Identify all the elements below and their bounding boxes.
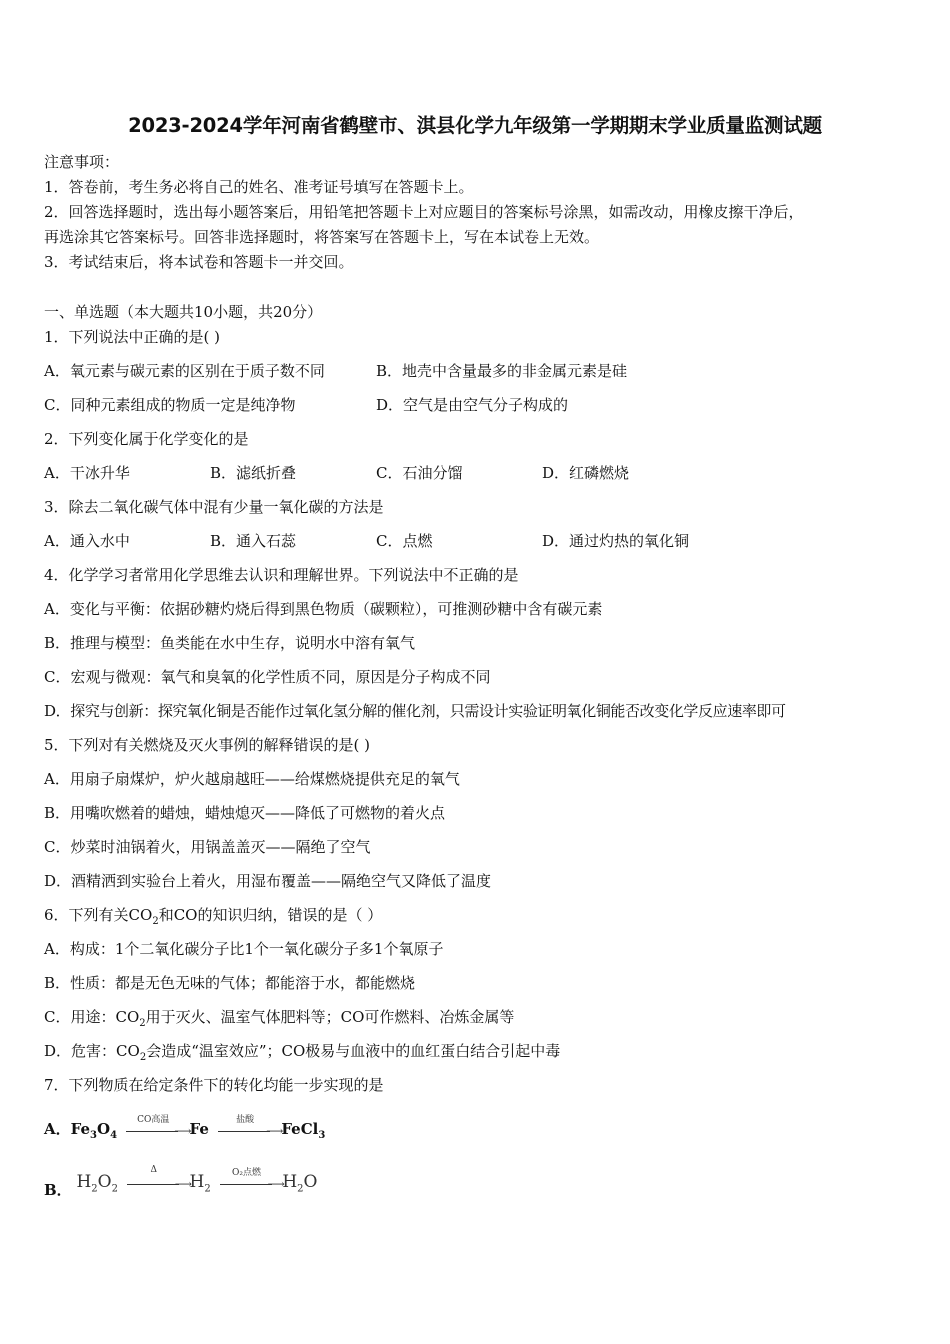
q6-stem-sub: 2 xyxy=(152,916,159,927)
q7a-arrow-1 xyxy=(122,1115,192,1140)
arrow-right-icon: ⟶ xyxy=(267,1177,285,1191)
q5-option-c[interactable]: C．炒菜时油锅着火，用锅盖盖灭——隔绝了空气 xyxy=(44,838,371,856)
notice-item-2: 2．回答选择题时，选出每小题答案后，用铅笔把答题卡上对应题目的答案标号涂黑，如需改动，用橡皮擦干净后， xyxy=(44,203,804,221)
q7a-arrow-2 xyxy=(214,1115,284,1140)
q6-option-d[interactable] xyxy=(44,1041,560,1068)
q5-option-a[interactable]: A．用扇子扇煤炉，炉火越扇越旺——给煤燃烧提供充足的氧气 xyxy=(44,770,460,788)
q7b-arrow-2 xyxy=(216,1168,285,1193)
q1-option-b[interactable]: B．地壳中含量最多的非金属元素是硅 xyxy=(376,362,628,380)
q2-option-c[interactable]: C．石油分馏 xyxy=(376,464,463,482)
q3-option-c[interactable]: C．点燃 xyxy=(376,532,433,550)
q6-option-b[interactable]: B．性质：都是无色无味的气体；都能溶于水，都能燃烧 xyxy=(44,974,416,992)
section-heading: 一、单选题（本大题共10小题，共20分） xyxy=(44,303,323,321)
q6-option-c[interactable] xyxy=(44,1007,514,1034)
q6-stem-part1: 6．下列有关CO xyxy=(44,906,153,924)
q7b-arrow-1 xyxy=(123,1165,192,1193)
q5-option-d[interactable]: D．酒精洒到实验台上着火，用湿布覆盖——隔绝空气又降低了温度 xyxy=(44,872,492,890)
q4-option-a[interactable]: A．变化与平衡：依据砂糖灼烧后得到黑色物质（碳颗粒），可推测砂糖中含有碳元素 xyxy=(44,600,603,618)
q6c-part2: 用于灭火、温室气体肥料等；CO可作燃料、冶炼金属等 xyxy=(145,1008,515,1026)
q6d-sub: 2 xyxy=(139,1052,147,1063)
q6c-sub: 2 xyxy=(139,1018,146,1029)
q7a-cond-1: CO高温 xyxy=(137,1115,170,1125)
arrow-right-icon: ⟶ xyxy=(174,1177,192,1191)
q7a-cond-2: 盐酸 xyxy=(236,1115,255,1125)
q6d-part1: D．危害：CO xyxy=(44,1042,140,1060)
arrow-right-icon: ⟶ xyxy=(266,1124,284,1138)
q1-option-c[interactable]: C．同种元素组成的物质一定是纯净物 xyxy=(44,396,296,414)
q6-option-a[interactable]: A．构成：1个二氧化碳分子比1个一氧化碳分子多1个氧原子 xyxy=(44,940,444,958)
q7b-h2: $H_2$ xyxy=(189,1172,211,1195)
question-2-stem: 2．下列变化属于化学变化的是 xyxy=(44,430,249,448)
q7b-cond-1: Δ xyxy=(150,1165,158,1175)
q7a-fe: Fe xyxy=(189,1120,209,1138)
q3-option-a[interactable]: A．通入水中 xyxy=(44,532,130,550)
question-1-stem: 1．下列说法中正确的是( ) xyxy=(44,328,221,346)
q6d-part2: 会造成“温室效应”；CO极易与血液中的血红蛋白结合引起中毒 xyxy=(146,1042,561,1060)
notice-heading: 注意事项： xyxy=(44,153,120,171)
arrow-right-icon: ⟶ xyxy=(174,1124,192,1138)
q7a-fecl3: FeCl$_3$ xyxy=(281,1120,326,1141)
q7-option-a[interactable] xyxy=(44,1115,326,1141)
q1-option-a[interactable]: A．氧元素与碳元素的区别在于质子数不同 xyxy=(44,362,325,380)
q6-stem-part2: 和CO的知识归纳，错误的是（ ） xyxy=(158,906,383,924)
question-4-stem: 4．化学学习者常用化学思维去认识和理解世界。下列说法中不正确的是 xyxy=(44,566,519,584)
q7b-cond-2: O₂点燃 xyxy=(232,1168,262,1178)
q7a-label: A． xyxy=(44,1120,71,1138)
q7b-h2o: $H_2O$ xyxy=(282,1172,318,1195)
q4-option-d[interactable]: D．探究与创新：探究氧化铜是否能作过氧化氢分解的催化剂，只需设计实验证明氧化铜能否改变化学反应速率即可 xyxy=(44,702,786,720)
question-5-stem: 5．下列对有关燃烧及灭火事例的解释错误的是( ) xyxy=(44,736,371,754)
notice-item-2-cont: 再选涂其它答案标号。回答非选择题时，将答案写在答题卡上，写在本试卷上无效。 xyxy=(44,228,600,246)
notice-item-3: 3．考试结束后，将本试卷和答题卡一并交回。 xyxy=(44,253,354,271)
exam-title: 2023-2024学年河南省鹤壁市、淇县化学九年级第一学期期末学业质量监测试题 xyxy=(128,114,822,137)
q2-option-b[interactable]: B．滤纸折叠 xyxy=(210,464,297,482)
q7b-label: B． xyxy=(44,1181,72,1199)
question-6-stem xyxy=(44,905,382,932)
question-7-stem: 7．下列物质在给定条件下的转化均能一步实现的是 xyxy=(44,1076,384,1094)
q3-option-b[interactable]: B．通入石蕊 xyxy=(210,532,297,550)
q4-option-c[interactable]: C．宏观与微观：氧气和臭氧的化学性质不同，原因是分子构成不同 xyxy=(44,668,491,686)
q3-option-d[interactable]: D．通过灼热的氧化铜 xyxy=(542,532,690,550)
q7b-h2o2: $H_2O_2$ xyxy=(76,1172,118,1195)
q4-option-b[interactable]: B．推理与模型：鱼类能在水中生存，说明水中溶有氧气 xyxy=(44,634,416,652)
q2-option-d[interactable]: D．红磷燃烧 xyxy=(542,464,630,482)
q1-option-d[interactable]: D．空气是由空气分子构成的 xyxy=(376,396,569,414)
q5-option-b[interactable]: B．用嘴吹燃着的蜡烛，蜡烛熄灭——降低了可燃物的着火点 xyxy=(44,804,446,822)
q7-option-b[interactable] xyxy=(44,1165,318,1200)
q7a-fe3o4: $Fe_3O_4$ xyxy=(70,1120,118,1141)
q2-option-a[interactable]: A．干冰升华 xyxy=(44,464,130,482)
q6c-part1: C．用途：CO xyxy=(44,1008,140,1026)
notice-item-1: 1．答卷前，考生务必将自己的姓名、准考证号填写在答题卡上。 xyxy=(44,178,474,196)
question-3-stem: 3．除去二氧化碳气体中混有少量一氧化碳的方法是 xyxy=(44,498,384,516)
